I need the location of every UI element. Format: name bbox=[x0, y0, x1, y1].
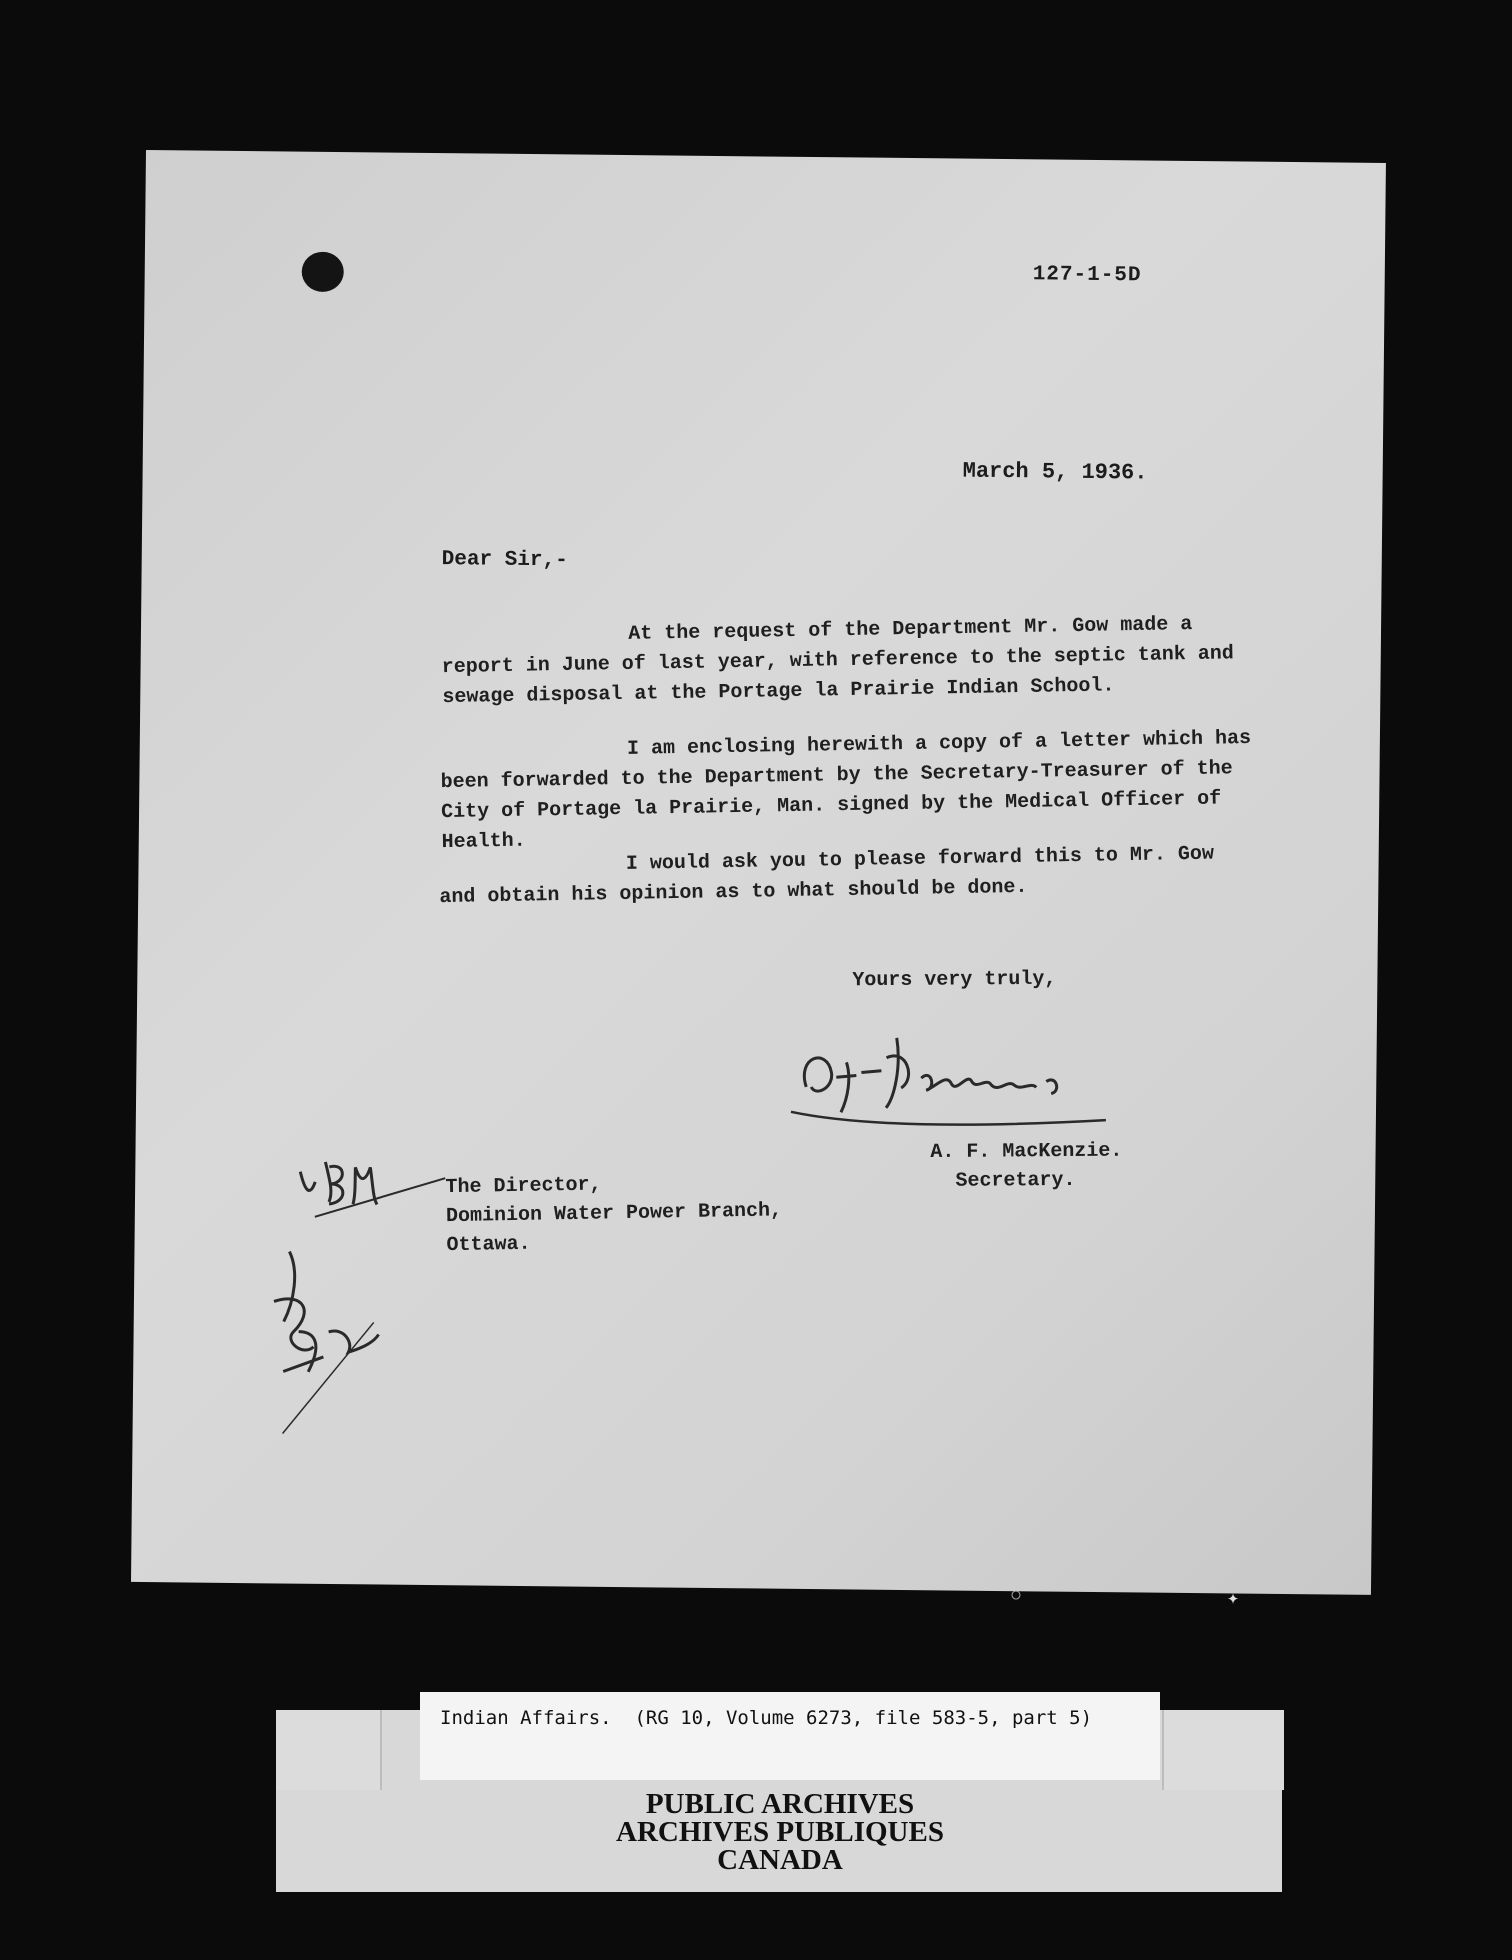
archive-reference-strip bbox=[420, 1692, 1160, 1780]
archive-line-2: ARCHIVES PUBLIQUES bbox=[616, 1816, 944, 1848]
signer-title: Secretary. bbox=[955, 1168, 1076, 1193]
letter-page bbox=[131, 150, 1386, 1595]
handwritten-initials-image bbox=[252, 1141, 475, 1443]
addressee-line2: Dominion Water Power Branch, bbox=[445, 1199, 783, 1229]
salutation: Dear Sir,- bbox=[441, 548, 568, 573]
paragraph-3: I would ask you to please forward this to Mr. Gow and obtain his opinion as to what should be done. bbox=[439, 842, 1215, 910]
closing: Yours very truly, bbox=[852, 967, 1057, 993]
archive-label-tab-right bbox=[1162, 1710, 1284, 1790]
paragraph-1: At the request of the Department Mr. Gow made a report in June of last year, with reference to the septic tank and sewage disposal at the Portage la Prairie Indian School. bbox=[441, 613, 1235, 710]
paragraph-2: I am enclosing herewith a copy of a letter which has been forwarded to the Department by the Secretary-Treasurer of the City of Portage la Prairie, Man. signed by the Medical Officer of Health. bbox=[440, 726, 1252, 855]
signer-name: A. F. MacKenzie. bbox=[930, 1139, 1123, 1164]
archive-line-1: PUBLIC ARCHIVES bbox=[645, 1788, 915, 1820]
scan-speck: ○ bbox=[1010, 1585, 1023, 1608]
file-reference: 127-1-5D bbox=[1032, 263, 1142, 288]
archive-reference: Indian Affairs. (RG 10, Volume 6273, file 583-5, part 5) bbox=[440, 1707, 1093, 1729]
punch-hole bbox=[302, 252, 344, 292]
addressee-block bbox=[445, 1167, 783, 1260]
archive-stamp bbox=[540, 1790, 1020, 1874]
archive-line-3: CANADA bbox=[717, 1844, 843, 1876]
archive-label-tab-left bbox=[276, 1710, 382, 1790]
addressee-line1: The Director, bbox=[445, 1173, 602, 1200]
addressee-line3: Ottawa. bbox=[446, 1232, 531, 1258]
scan-speck: ✦ bbox=[1227, 1588, 1240, 1611]
signer-block bbox=[930, 1137, 1122, 1196]
letter-date: March 5, 1936. bbox=[962, 458, 1148, 486]
signature-image bbox=[786, 1017, 1117, 1140]
